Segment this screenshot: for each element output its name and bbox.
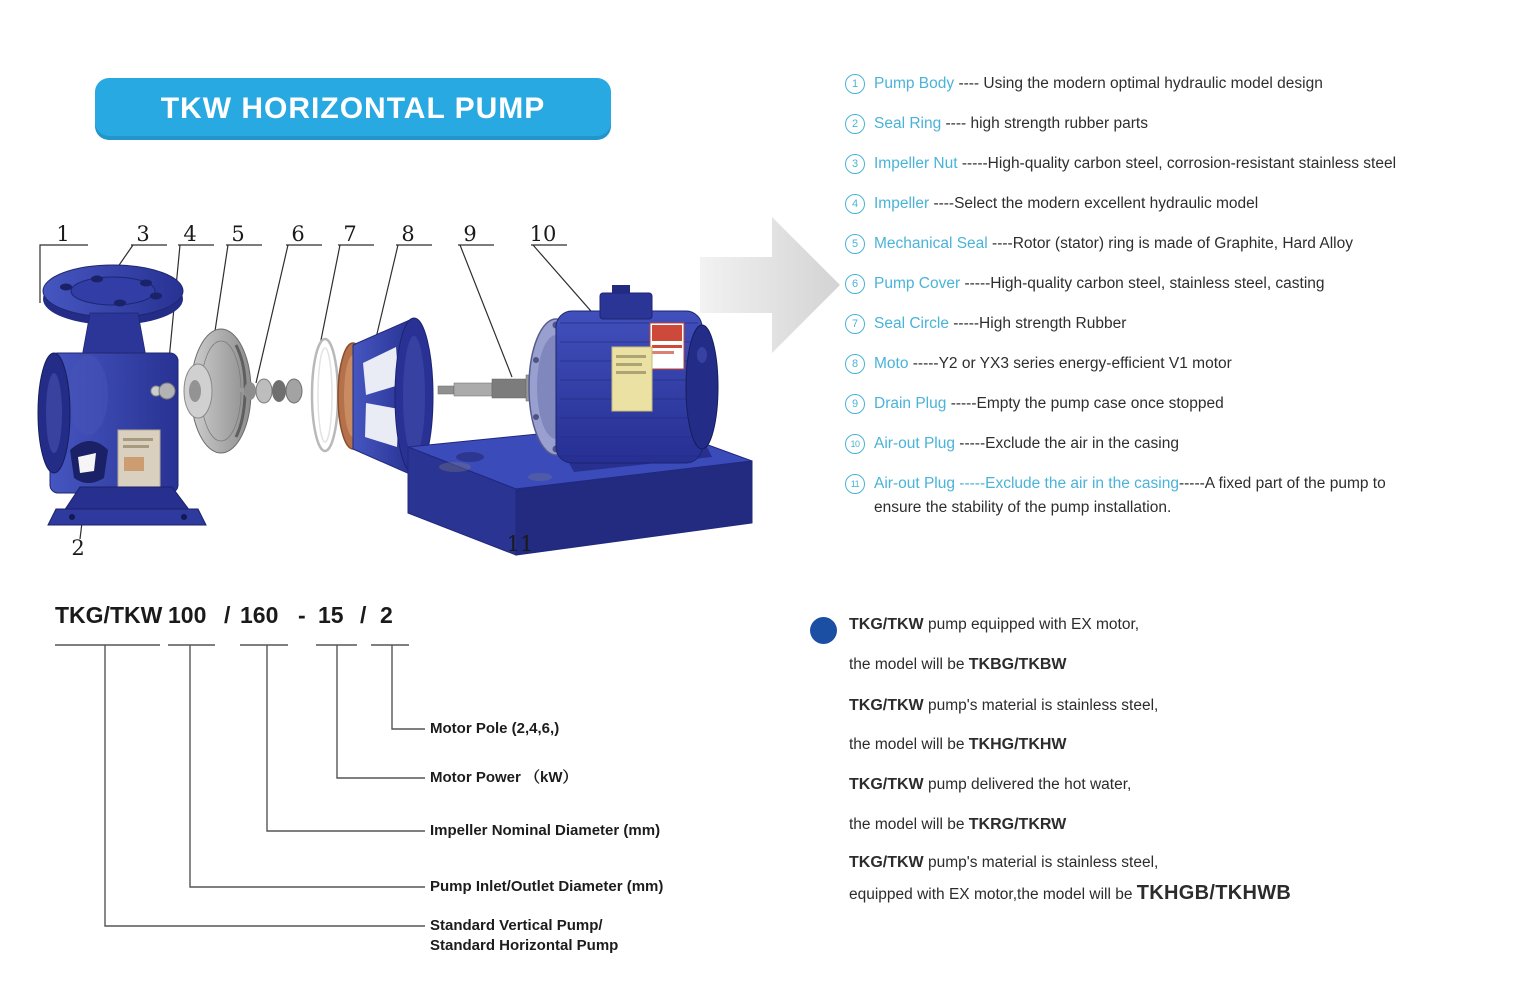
part-label: Pump Cover: [874, 275, 965, 292]
part-label: Impeller: [874, 195, 934, 212]
variant-note-line: [849, 881, 1499, 907]
diagram-part-number: 5: [231, 222, 245, 246]
model-code-segment: TKG/TKW: [55, 602, 163, 628]
part-desc-highlight: -----Exclude the air in the casing: [959, 475, 1179, 492]
part-number-badge: 2: [845, 114, 865, 134]
part-number-badge: 7: [845, 314, 865, 334]
part-description-text: [874, 232, 1353, 256]
title-banner: [95, 78, 611, 140]
parts-description-list: [845, 72, 1510, 536]
model-code-segment: 15: [318, 602, 344, 628]
arrow-right-icon: [700, 217, 840, 353]
part-description-item: [845, 112, 1510, 136]
note-text: pump equipped with EX motor,: [923, 616, 1140, 633]
part-description-text: [874, 432, 1179, 456]
model-key-label: Impeller Nominal Diameter (mm): [430, 822, 661, 839]
part-description-text: [874, 472, 1386, 520]
model-key-label: Motor Pole (2,4,6,): [430, 720, 560, 737]
diagram-part-number: 8: [401, 222, 415, 246]
part-number-badge: 3: [845, 154, 865, 174]
part-description-text: [874, 312, 1126, 336]
note-model-name: TKG/TKW: [849, 776, 924, 793]
part-description-item: [845, 312, 1510, 336]
diagram-part-number: 11: [506, 532, 534, 556]
note-model-name: TKHG/TKHW: [968, 736, 1067, 753]
part-desc: ---- Using the modern optimal hydraulic model design: [958, 75, 1323, 92]
part-number-badge: 5: [845, 234, 865, 254]
note-text: equipped with EX motor,the model will be: [849, 886, 1137, 903]
part-description-text: [874, 192, 1258, 216]
model-key-lines: [0, 600, 760, 1000]
note-model-name: TKG/TKW: [849, 616, 924, 633]
variant-note-line: [849, 733, 1499, 757]
variant-note-line: [849, 773, 1499, 797]
part-desc: ----Rotor (stator) ring is made of Graphite, Hard Alloy: [992, 235, 1353, 252]
part-description-text: [874, 392, 1224, 416]
model-code-segment: /: [360, 602, 367, 628]
note-text: the model will be: [849, 736, 969, 753]
part-desc: ----Select the modern excellent hydraulic model: [933, 195, 1259, 212]
note-model-name: TKBG/TKBW: [968, 656, 1067, 673]
part-description-item: [845, 472, 1510, 520]
part-number-badge: 4: [845, 194, 865, 214]
part-label: Seal Circle: [874, 315, 954, 332]
part-description-text: [874, 112, 1148, 136]
part-label: Air-out Plug: [874, 435, 960, 452]
note-model-name: TKRG/TKRW: [968, 816, 1067, 833]
part-desc: -----High-quality carbon steel, corrosion-resistant stainless steel: [961, 155, 1397, 172]
variant-note-line: [849, 813, 1499, 837]
diagram-part-number: 2: [71, 536, 85, 560]
page-title: TKW HORIZONTAL PUMP: [160, 92, 546, 125]
part-description-item: [845, 272, 1510, 296]
model-variant-notes: [849, 613, 1499, 907]
note-text: the model will be: [849, 816, 969, 833]
part-desc: -----Exclude the air in the casing: [959, 435, 1179, 452]
note-model-name: TKG/TKW: [849, 697, 924, 714]
diagram-part-number: 9: [463, 222, 477, 246]
part-label: Mechanical Seal: [874, 235, 993, 252]
model-key-label: Motor Power （kW）: [430, 769, 578, 786]
part-desc-line2: ensure the stability of the pump installation.: [874, 499, 1172, 516]
part-description-text: [874, 272, 1325, 296]
variant-note-line: [849, 694, 1499, 718]
part-description-item: [845, 72, 1510, 96]
diagram-part-number: 7: [343, 222, 357, 246]
part-desc: -----High strength Rubber: [953, 315, 1127, 332]
part-number-badge: 9: [845, 394, 865, 414]
part-desc: -----A fixed part of the pump to: [1178, 475, 1386, 492]
model-key-label: Standard Vertical Pump/ Standard Horizontal Pump: [430, 917, 619, 954]
part-label: Impeller Nut: [874, 155, 962, 172]
seal-circle-ring: [312, 339, 338, 451]
diagram-part-number: 10: [529, 222, 557, 246]
diagram-part-number: 1: [56, 222, 70, 246]
part-label: Moto: [874, 355, 913, 372]
part-label: Pump Body: [874, 75, 959, 92]
part-number-badge: 6: [845, 274, 865, 294]
part-description-text: [874, 152, 1396, 176]
part-description-item: [845, 392, 1510, 416]
model-code-segment: /: [224, 602, 231, 628]
pump-exploded-diagram: [0, 195, 860, 580]
diagram-part-number: 4: [183, 222, 197, 246]
part-description-text: [874, 352, 1232, 376]
note-text: the model will be: [849, 656, 969, 673]
note-model-name: TKG/TKW: [849, 854, 924, 871]
variant-note-line: [849, 613, 1499, 637]
part-desc: ---- high strength rubber parts: [945, 115, 1148, 132]
model-code-segment: 2: [380, 602, 393, 628]
part-description-item: [845, 152, 1510, 176]
part-description-item: [845, 192, 1510, 216]
diagram-part-number: 6: [291, 222, 305, 246]
part-desc: -----Empty the pump case once stopped: [950, 395, 1224, 412]
part-label: Seal Ring: [874, 115, 946, 132]
note-text: pump's material is stainless steel,: [923, 854, 1159, 871]
part-description-item: [845, 232, 1510, 256]
model-code-segment: 160: [240, 602, 279, 628]
part-number-badge: 8: [845, 354, 865, 374]
bullet-icon: [810, 617, 837, 644]
part-number-badge: 1: [845, 74, 865, 94]
model-key-label: Pump Inlet/Outlet Diameter (mm): [430, 878, 664, 895]
note-text: pump delivered the hot water,: [923, 776, 1132, 793]
note-model-name: TKHGB/TKHWB: [1136, 882, 1292, 904]
note-text: pump's material is stainless steel,: [923, 697, 1159, 714]
part-number-badge: 10: [845, 434, 865, 454]
part-desc: -----High-quality carbon steel, stainless steel, casting: [964, 275, 1325, 292]
variant-note-line: [849, 851, 1499, 875]
part-label: Air-out Plug: [874, 475, 960, 492]
model-code-segment: 100: [168, 602, 207, 628]
part-description-item: [845, 352, 1510, 376]
variant-note-line: [849, 653, 1499, 677]
part-desc: -----Y2 or YX3 series energy-efficient V1 motor: [912, 355, 1232, 372]
diagram-part-number: 3: [136, 222, 150, 246]
model-code-segment: -: [298, 602, 306, 628]
part-number-badge: 11: [845, 474, 865, 494]
pump-body: [38, 265, 206, 525]
part-description-text: [874, 72, 1323, 96]
part-label: Drain Plug: [874, 395, 951, 412]
part-description-item: [845, 432, 1510, 456]
